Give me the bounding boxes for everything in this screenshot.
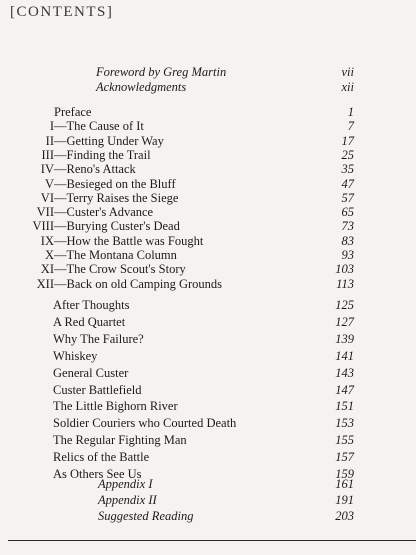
page-number: 127 xyxy=(335,314,354,329)
entry-dash: — xyxy=(54,205,67,220)
page-number: 93 xyxy=(341,248,354,262)
entry-title xyxy=(98,492,157,508)
entry-title xyxy=(53,348,97,364)
entry-title xyxy=(53,382,142,398)
entry-title-text: The Crow Scout's Story xyxy=(66,262,186,277)
page-number: 141 xyxy=(335,348,354,363)
entry-title-text: Back on old Camping Grounds xyxy=(66,276,223,291)
entry-dash: — xyxy=(54,176,67,191)
entry-dash: — xyxy=(54,119,67,134)
entry-title-text: Why The Failure? xyxy=(53,331,144,346)
page-number: 153 xyxy=(335,416,354,431)
page-number: vii xyxy=(341,65,354,79)
entry-title xyxy=(53,432,187,448)
chapter-numeral: VI xyxy=(40,190,54,205)
essay-entry xyxy=(0,432,416,448)
entry-title-text: After Thoughts xyxy=(53,298,130,312)
essay-entry xyxy=(0,398,416,414)
entry-title-text: Preface xyxy=(54,105,92,119)
entry-title-text: Appendix I xyxy=(98,477,153,491)
page-number: 1 xyxy=(347,105,354,119)
essay-entry xyxy=(0,297,416,313)
entry-dash: — xyxy=(54,248,67,262)
entry-title xyxy=(98,508,193,524)
contents-header: [CONTENTS] xyxy=(10,4,114,20)
entry-title-text: A Red Quartet xyxy=(53,314,126,329)
chapter-numeral: VII xyxy=(36,205,54,220)
entry-title-text: How the Battle was Fought xyxy=(66,233,204,248)
page-number: 103 xyxy=(335,262,354,277)
entry-title-text: Acknowledgments xyxy=(96,80,187,94)
page-number: 159 xyxy=(335,467,354,481)
entry-title-text: Besieged on the Bluff xyxy=(66,176,176,191)
entry-dash: — xyxy=(54,262,67,277)
entry-title-text: Relics of the Battle xyxy=(53,450,150,465)
page-number: 25 xyxy=(341,147,354,162)
entry-title-text: The Cause of It xyxy=(66,119,144,134)
page-number: 73 xyxy=(341,219,354,234)
entry-title-text: The Regular Fighting Man xyxy=(53,433,187,448)
entry-dash: — xyxy=(54,219,67,234)
page-number: 203 xyxy=(335,509,354,523)
entry-title-text: The Montana Column xyxy=(66,248,177,262)
essay-entry xyxy=(0,415,416,431)
chapter-numeral: VIII xyxy=(32,219,54,234)
page-number: xii xyxy=(341,80,354,94)
bottom-rule xyxy=(8,540,416,541)
entry-title-text: Burying Custer's Dead xyxy=(66,219,180,234)
entry-title-text: The Little Bighorn River xyxy=(53,399,178,414)
entry-title xyxy=(96,79,186,95)
page-number: 147 xyxy=(335,382,354,397)
entry-title-text: Custer Battlefield xyxy=(53,382,142,397)
essay-entry xyxy=(0,331,416,347)
essay-entry xyxy=(0,382,416,398)
page-number: 155 xyxy=(335,433,354,448)
page-number: 191 xyxy=(335,493,354,507)
page-number: 151 xyxy=(335,399,354,414)
entry-title-text: Getting Under Way xyxy=(66,133,164,148)
page-number: 113 xyxy=(336,276,354,291)
page-number: 17 xyxy=(341,133,354,148)
entry-title-text: Suggested Reading xyxy=(98,509,194,523)
entry-title xyxy=(53,415,236,431)
entry-title-text: Custer's Advance xyxy=(66,205,154,220)
entry-title xyxy=(53,297,130,313)
page-number: 143 xyxy=(335,365,354,380)
entry-title-text: Reno's Attack xyxy=(66,162,136,177)
chapter-numeral: V xyxy=(44,176,54,191)
entry-title-text: Whiskey xyxy=(53,348,98,363)
entry-title xyxy=(53,314,125,330)
entry-title-text: Soldier Couriers who Courted Death xyxy=(53,416,237,431)
front-matter-entry xyxy=(0,64,416,80)
entry-title xyxy=(53,331,144,347)
entry-title-text: Terry Raises the Siege xyxy=(66,190,179,205)
entry-dash: — xyxy=(54,133,67,148)
chapter-numeral: I xyxy=(49,119,54,134)
page-number: 65 xyxy=(341,205,354,220)
entry-title-text: Finding the Trail xyxy=(66,147,151,162)
entry-title xyxy=(53,365,128,381)
entry-dash: — xyxy=(54,147,67,162)
page-number: 35 xyxy=(341,162,354,177)
page-number: 7 xyxy=(347,119,354,134)
chapter-numeral: IX xyxy=(40,233,54,248)
page-number: 139 xyxy=(335,331,354,346)
chapter-numeral: III xyxy=(41,147,54,162)
entry-title xyxy=(53,449,149,465)
essay-entry xyxy=(0,348,416,364)
page-number: 125 xyxy=(335,298,354,312)
chapter-numeral: XI xyxy=(40,262,54,277)
entry-title-text: Appendix II xyxy=(98,493,157,507)
entry-title-text: General Custer xyxy=(53,365,129,380)
entry-dash: — xyxy=(54,233,67,248)
back-matter-entry xyxy=(0,476,416,492)
entry-title-text: Foreword by Greg Martin xyxy=(96,65,227,79)
entry-title xyxy=(96,64,226,80)
entry-title xyxy=(98,476,153,492)
essay-entry xyxy=(0,365,416,381)
chapter-numeral: X xyxy=(44,248,54,262)
entry-dash: — xyxy=(54,162,67,177)
chapter-entry xyxy=(0,276,416,292)
entry-dash: — xyxy=(54,190,67,205)
page-number: 57 xyxy=(341,190,354,205)
front-matter-entry xyxy=(0,79,416,95)
entry-title xyxy=(53,398,178,414)
entry-title xyxy=(54,276,222,292)
chapter-numeral: IV xyxy=(40,162,54,177)
essay-entry xyxy=(0,449,416,465)
page-number: 161 xyxy=(335,477,354,491)
essay-entry xyxy=(0,314,416,330)
page-number: 83 xyxy=(341,233,354,248)
back-matter-entry xyxy=(0,492,416,508)
chapter-numeral: XII xyxy=(36,276,54,291)
chapter-numeral: II xyxy=(45,133,54,148)
page-number: 47 xyxy=(341,176,354,191)
page-number: 157 xyxy=(335,450,354,465)
back-matter-entry xyxy=(0,508,416,524)
entry-dash: — xyxy=(54,276,67,291)
entry-title-text: As Others See Us xyxy=(53,467,142,481)
